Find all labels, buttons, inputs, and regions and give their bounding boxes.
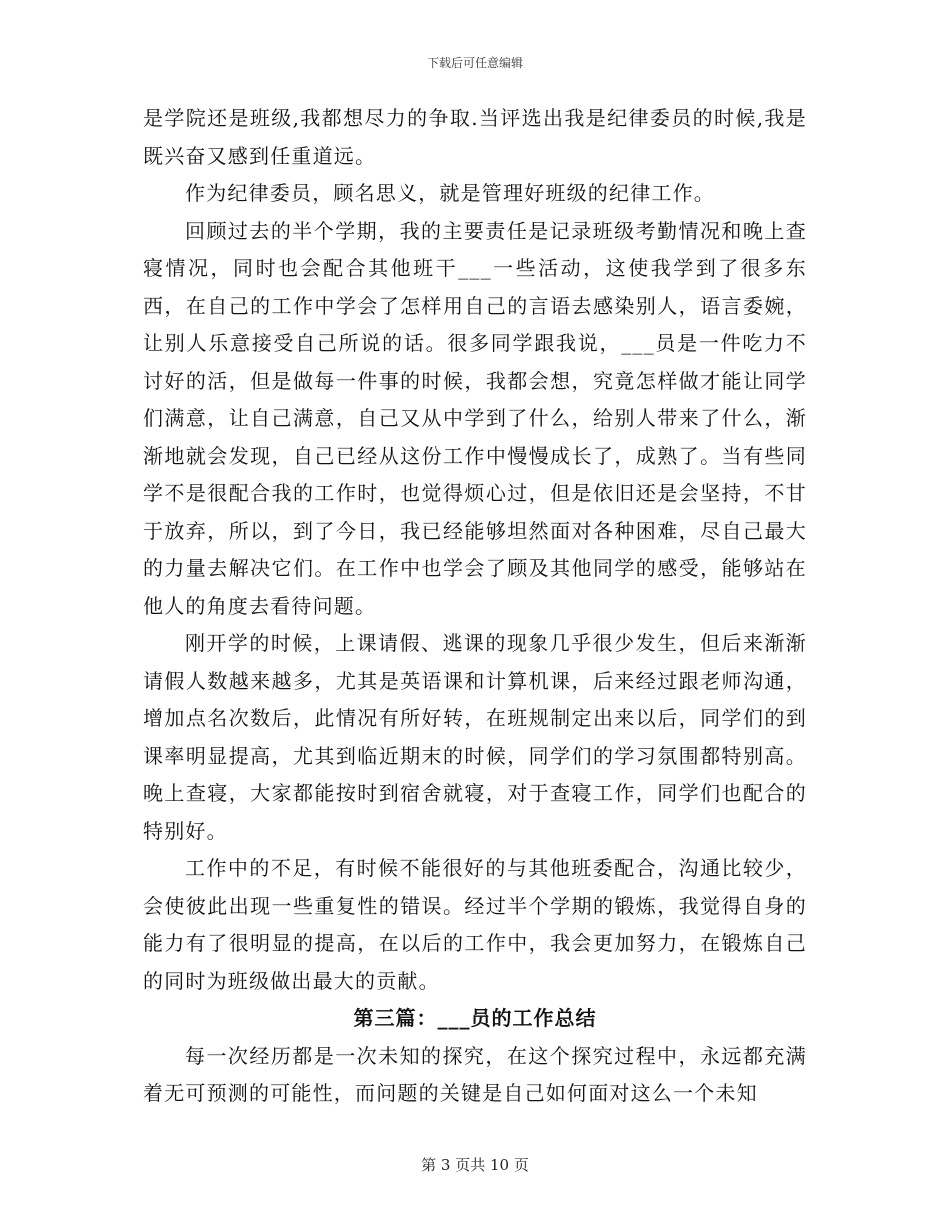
paragraph-role-definition: 作为纪律委员，顾名思义，就是管理好班级的纪律工作。 <box>185 181 715 205</box>
paragraph-attendance: 刚开学的时候，上课请假、逃课的现象几乎很少发生，但后来渐渐请假人数越来越多，尤其是英语课和计算机课，后来经过跟老师沟通，增加点名次数后，此情况有所好转，在班规制定出来以后，同学们的到课率明显提高，尤其到临近期末的时候，同学们的学习氛围都特别高。晚上查寝，大家都能按时到宿舍就寝，对于查寝工作，同学们也配合的特别好。 <box>143 631 807 843</box>
paragraph-review: 回顾过去的半个学期，我的主要责任是记录班级考勤情况和晚上查寝情况，同时也会配合其他班干___一些活动，这使我学到了很多东西，在自己的工作中学会了怎样用自己的言语去感染别人，语言委婉，让别人乐意接受自己所说的话。很多同学跟我说，___员是一件吃力不讨好的活，但是做每一件事的时候，我都会想，究竟怎样做才能让同学们满意，让自己满意，自己又从中学到了什么，给别人带来了什么，渐渐地就会发现，自己已经从这份工作中慢慢成长了，成熟了。当有些同学不是很配合我的工作时，也觉得烦心过，但是依旧还是会坚持，不甘于放弃，所以，到了今日，我已经能够坦然面对各种困难，尽自己最大的力量去解决它们。在工作中也学会了顾及其他同学的感受，能够站在他人的角度去看待问题。 <box>143 218 807 618</box>
paragraph-section-intro: 每一次经历都是一次未知的探究，在这个探究过程中，永远都充满着无可预测的可能性，而问题的关键是自己如何面对这么一个未知 <box>143 1043 807 1105</box>
paragraph-shortcomings: 工作中的不足，有时候不能很好的与其他班委配合，沟通比较少，会使彼此出现一些重复性的错误。经过半个学期的锻炼，我觉得自身的能力有了很明显的提高，在以后的工作中，我会更加努力，在锻炼自己的同时为班级做出最大的贡献。 <box>143 856 807 993</box>
paragraph-continuation: 是学院还是班级,我都想尽力的争取.当评选出我是纪律委员的时候,我是既兴奋又感到任重道远。 <box>143 106 807 168</box>
page-header: 下载后可任意编辑 <box>426 56 523 70</box>
document-body <box>143 100 807 1113</box>
page-number-footer: 第 3 页共 10 页 <box>421 1156 529 1174</box>
section-title: 第三篇：___员的工作总结 <box>353 1006 597 1030</box>
